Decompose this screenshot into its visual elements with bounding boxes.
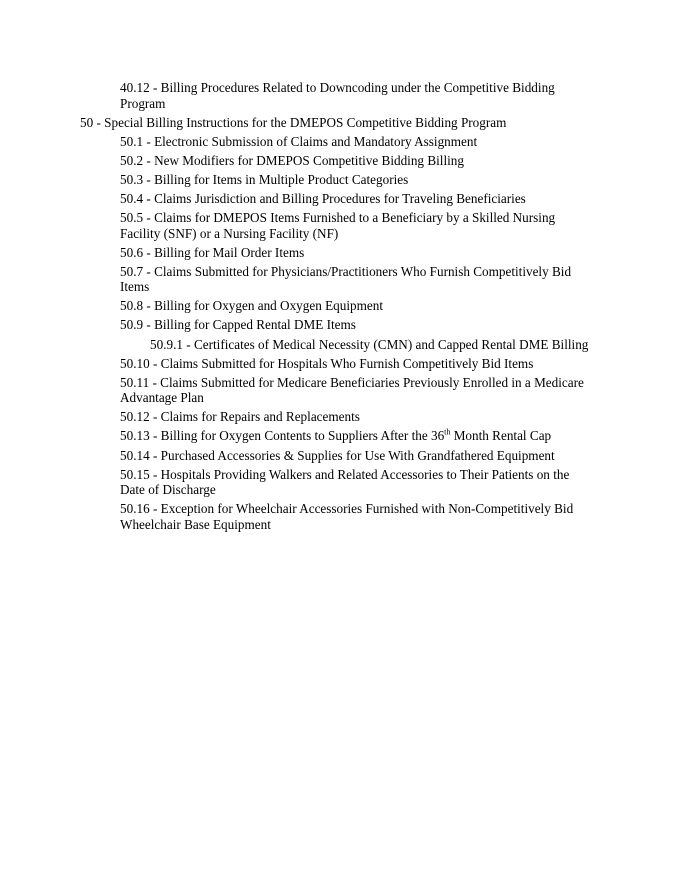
toc-entry-50-7[interactable]: 50.7 - Claims Submitted for Physicians/Practitioners Who Furnish Competitively Bid Items: [120, 263, 572, 295]
toc-entry-50[interactable]: 50 - Special Billing Instructions for the DMEPOS Competitive Bidding Program: [80, 114, 507, 130]
toc-entry-50-12[interactable]: 50.12 - Claims for Repairs and Replacements: [120, 409, 360, 425]
toc-entry-50-16[interactable]: 50.16 - Exception for Wheelchair Accessories Furnished with Non-Competitively Bid Wheelchair Base Equipment: [120, 501, 574, 532]
toc-entry-50-5[interactable]: 50.5 - Claims for DMEPOS Items Furnished to a Beneficiary by a Skilled Nursing Facility (SNF) or a Nursing Facility (NF): [120, 210, 556, 241]
toc-entry-50-13[interactable]: [0, 428, 680, 444]
toc-entry-50-4[interactable]: 50.4 - Claims Jurisdiction and Billing Procedures for Traveling Beneficiaries: [120, 190, 526, 206]
table-of-contents: [0, 80, 680, 536]
superscript-ordinal: th: [444, 428, 451, 438]
toc-entry-50-6[interactable]: 50.6 - Billing for Mail Order Items: [120, 244, 305, 260]
toc-entry-50-3[interactable]: 50.3 - Billing for Items in Multiple Product Categories: [120, 171, 409, 187]
toc-entry-40-12[interactable]: 40.12 - Billing Procedures Related to Downcoding under the Competitive Bidding Program: [120, 80, 555, 111]
toc-entry-50-8[interactable]: 50.8 - Billing for Oxygen and Oxygen Equipment: [120, 298, 383, 314]
toc-entry-50-15[interactable]: 50.15 - Hospitals Providing Walkers and Related Accessories to Their Patients on the Date of Discharge: [120, 466, 570, 498]
toc-entry-50-1[interactable]: 50.1 - Electronic Submission of Claims and Mandatory Assignment: [120, 133, 478, 149]
toc-entry-50-13-text: 50.13 - Billing for Oxygen Contents to Suppliers After the 36: [120, 428, 445, 444]
toc-entry-50-2[interactable]: 50.2 - New Modifiers for DMEPOS Competitive Bidding Billing: [120, 152, 464, 168]
toc-entry-50-9-1[interactable]: 50.9.1 - Certificates of Medical Necessity (CMN) and Capped Rental DME Billing: [150, 336, 589, 352]
toc-entry-50-9[interactable]: 50.9 - Billing for Capped Rental DME Items: [120, 317, 356, 333]
toc-entry-50-10[interactable]: 50.10 - Claims Submitted for Hospitals Who Furnish Competitively Bid Items: [120, 355, 534, 371]
toc-entry-50-13-text-end: Month Rental Cap: [450, 428, 552, 444]
toc-entry-50-11[interactable]: 50.11 - Claims Submitted for Medicare Beneficiaries Previously Enrolled in a Medicare Advantage Plan: [120, 374, 584, 406]
toc-entry-50-14[interactable]: 50.14 - Purchased Accessories & Supplies for Use With Grandfathered Equipment: [120, 447, 555, 463]
